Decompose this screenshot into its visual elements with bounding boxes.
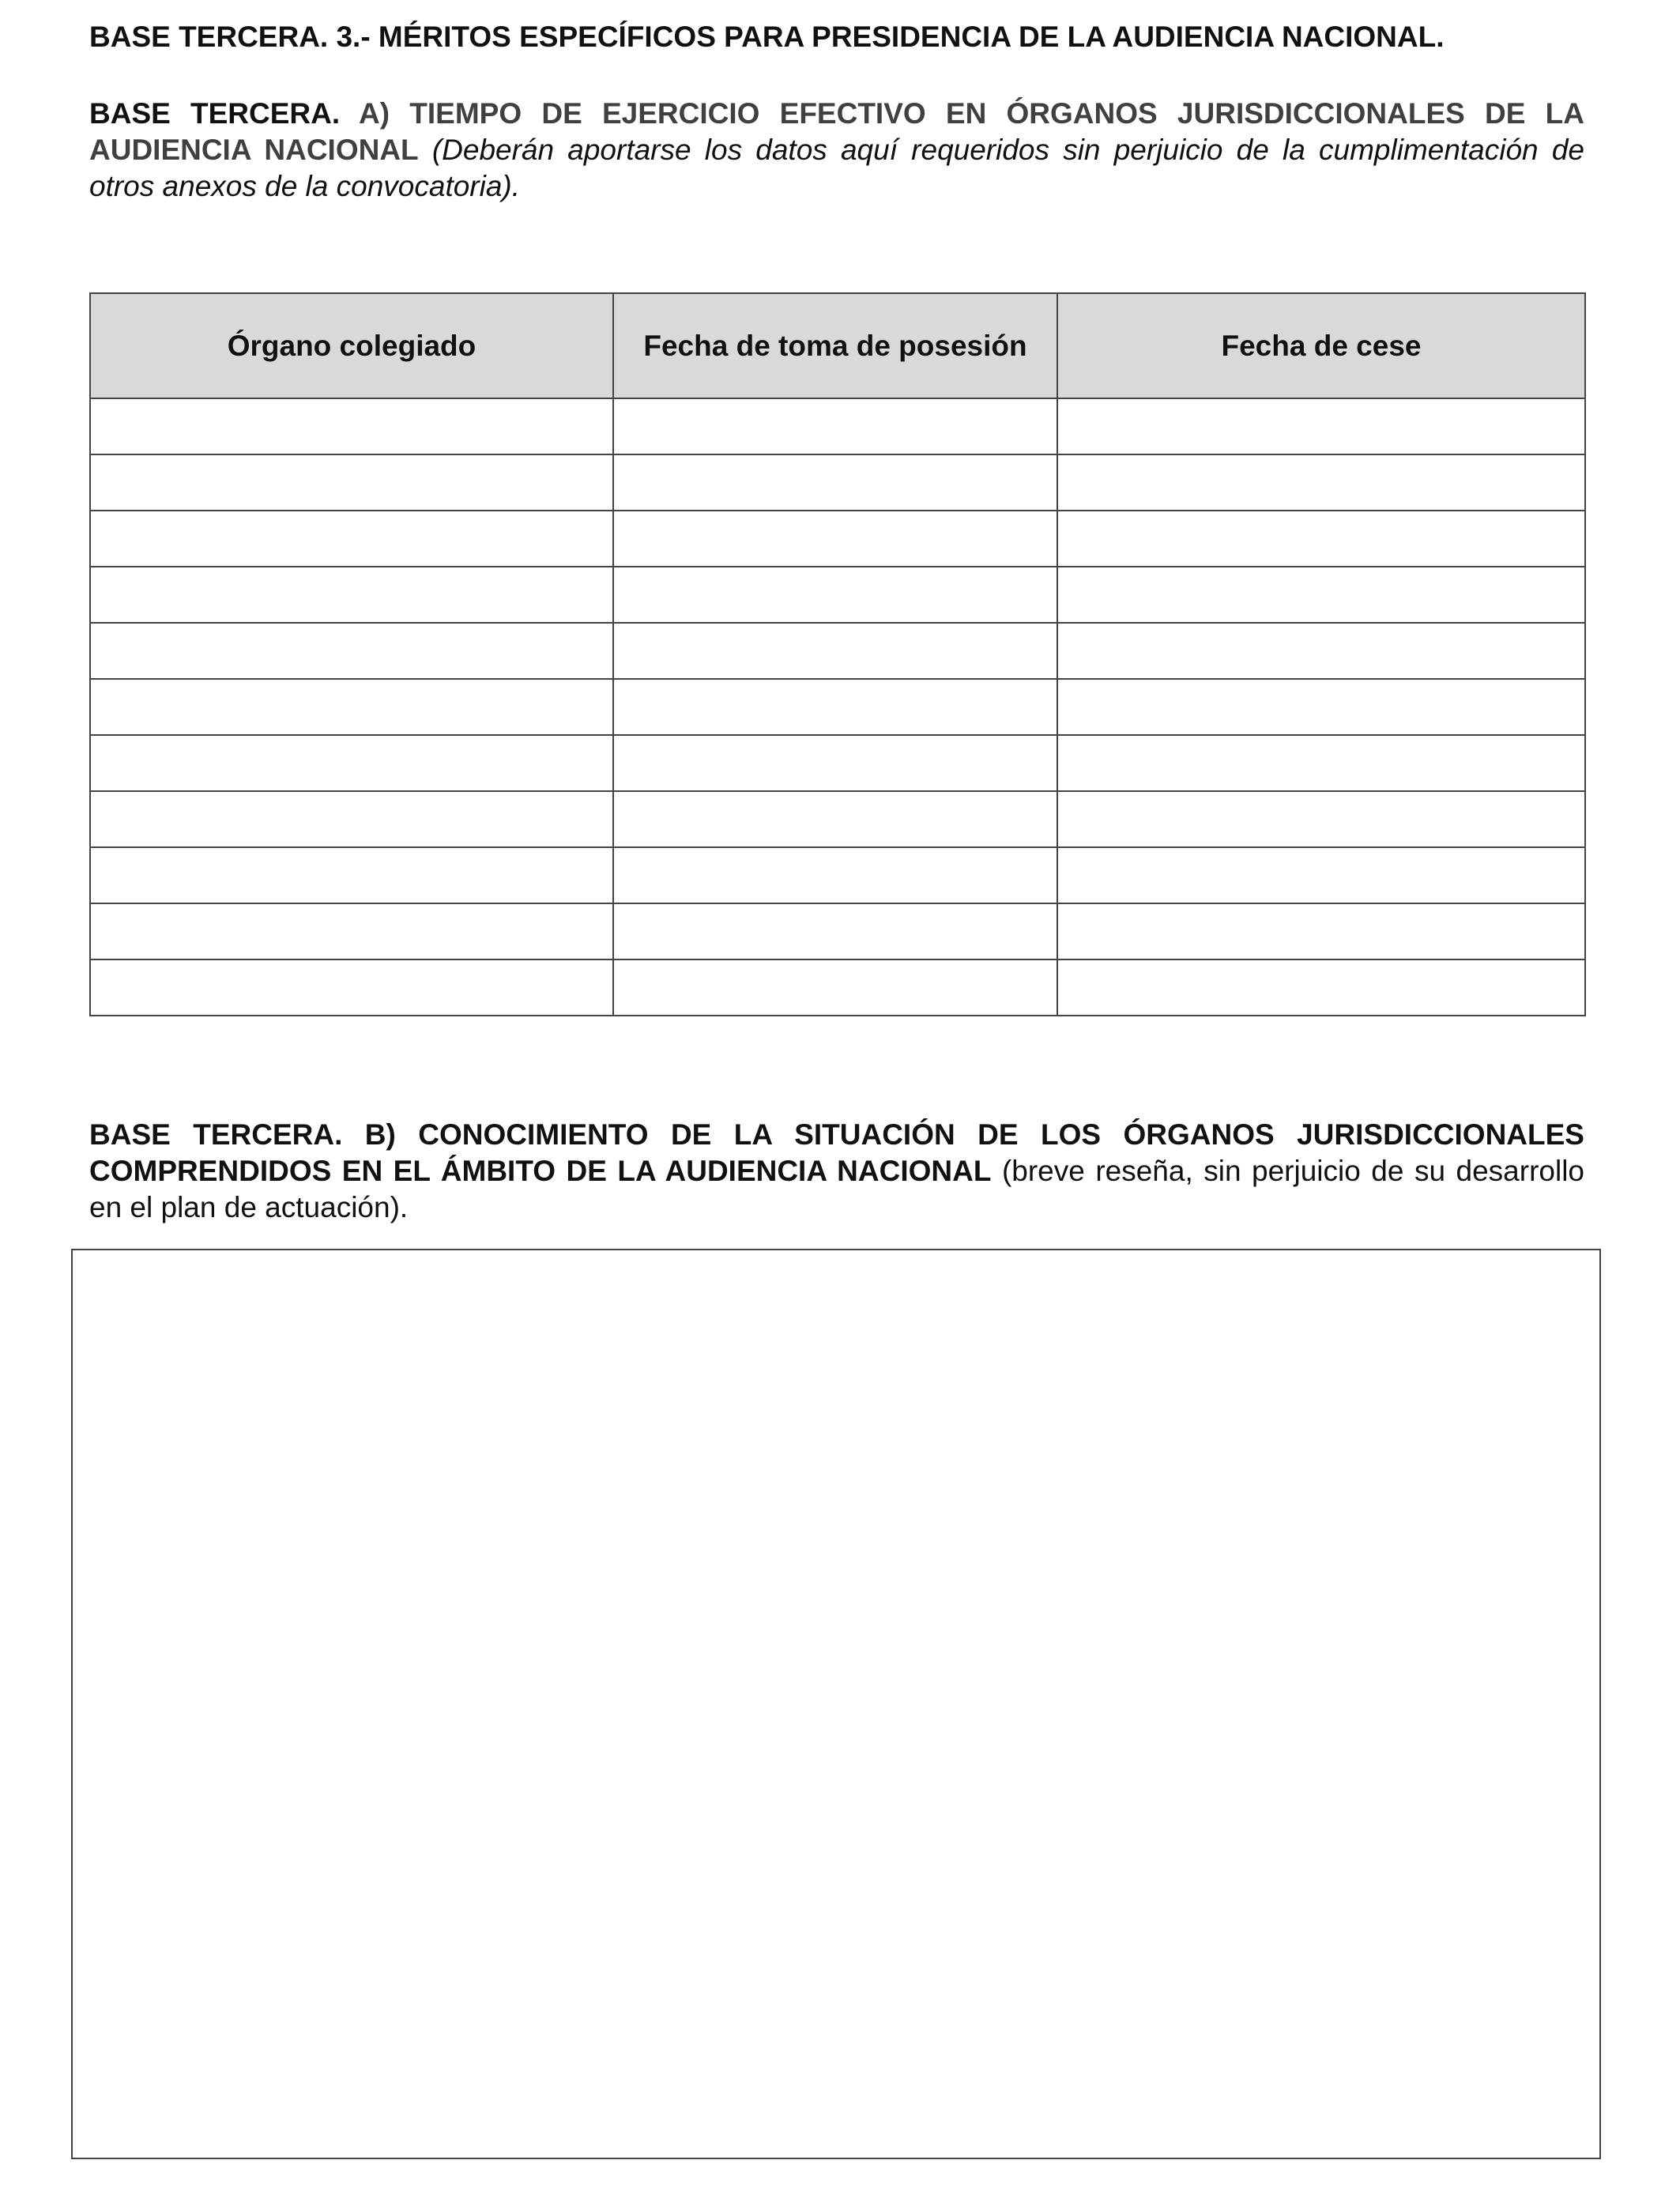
cell-organo[interactable]: [90, 454, 613, 511]
cell-fecha-cese[interactable]: [1057, 623, 1585, 679]
section-a-note: (Deberán aportarse los datos aquí requeridos sin perjuicio de la cumplimentación de otros anexos de la convocatoria).: [89, 134, 1584, 202]
cell-organo[interactable]: [90, 511, 613, 567]
cell-fecha-posesion[interactable]: [613, 903, 1057, 959]
cell-fecha-posesion[interactable]: [613, 567, 1057, 623]
section-b-heading: [89, 1117, 1584, 1226]
cell-organo[interactable]: [90, 679, 613, 735]
cell-fecha-posesion[interactable]: [613, 959, 1057, 1016]
table-header-row: [90, 293, 1585, 398]
cell-fecha-posesion[interactable]: [613, 735, 1057, 791]
table-row: [90, 791, 1585, 847]
table-row: [90, 398, 1585, 454]
summary-answer-box[interactable]: [71, 1249, 1601, 2159]
section-b-title: BASE TERCERA. B) CONOCIMIENTO DE LA SITUACIÓN DE LOS ÓRGANOS JURISDICCIONALES COMPRENDIDOS EN EL ÁMBITO DE LA AUDIENCIA NACIONAL: [89, 1118, 1584, 1187]
header-fecha-cese: Fecha de cese: [1057, 293, 1585, 398]
table-row: [90, 847, 1585, 903]
cell-fecha-cese[interactable]: [1057, 567, 1585, 623]
cell-fecha-posesion[interactable]: [613, 398, 1057, 454]
cell-fecha-cese[interactable]: [1057, 511, 1585, 567]
cell-organo[interactable]: [90, 623, 613, 679]
table-row: [90, 511, 1585, 567]
section-a-title: A) TIEMPO DE EJERCICIO EFECTIVO EN ÓRGANOS JURISDICCIONALES DE LA AUDIENCIA NACIONAL: [89, 97, 1584, 166]
cell-organo[interactable]: [90, 791, 613, 847]
cell-fecha-cese[interactable]: [1057, 847, 1585, 903]
cell-fecha-posesion[interactable]: [613, 791, 1057, 847]
cell-fecha-cese[interactable]: [1057, 398, 1585, 454]
table-row: [90, 567, 1585, 623]
cell-fecha-posesion[interactable]: [613, 847, 1057, 903]
header-fecha-toma-posesion: Fecha de toma de posesión: [613, 293, 1057, 398]
cell-fecha-cese[interactable]: [1057, 791, 1585, 847]
cell-fecha-cese[interactable]: [1057, 735, 1585, 791]
header-organo-colegiado: Órgano colegiado: [90, 293, 613, 398]
cell-organo[interactable]: [90, 959, 613, 1016]
cell-fecha-cese[interactable]: [1057, 959, 1585, 1016]
section-a-heading: [89, 96, 1584, 205]
cell-fecha-posesion[interactable]: [613, 679, 1057, 735]
table-row: [90, 454, 1585, 511]
cell-fecha-cese[interactable]: [1057, 903, 1585, 959]
cell-organo[interactable]: [90, 567, 613, 623]
cell-organo[interactable]: [90, 398, 613, 454]
cell-organo[interactable]: [90, 735, 613, 791]
table-row: [90, 679, 1585, 735]
table-row: [90, 903, 1585, 959]
cell-fecha-cese[interactable]: [1057, 454, 1585, 511]
page-title: BASE TERCERA. 3.- MÉRITOS ESPECÍFICOS PARA PRESIDENCIA DE LA AUDIENCIA NACIONAL.: [89, 21, 1445, 53]
cell-fecha-posesion[interactable]: [613, 623, 1057, 679]
cell-organo[interactable]: [90, 847, 613, 903]
cell-fecha-posesion[interactable]: [613, 511, 1057, 567]
section-b-note: (breve reseña, sin perjuicio de su desarrollo en el plan de actuación).: [89, 1155, 1584, 1223]
cell-fecha-cese[interactable]: [1057, 679, 1585, 735]
table-row: [90, 735, 1585, 791]
cell-fecha-posesion[interactable]: [613, 454, 1057, 511]
section-a-prefix: BASE TERCERA.: [89, 97, 341, 130]
cell-organo[interactable]: [90, 903, 613, 959]
tenure-table: [89, 292, 1586, 1016]
table-row: [90, 623, 1585, 679]
table-row: [90, 959, 1585, 1016]
